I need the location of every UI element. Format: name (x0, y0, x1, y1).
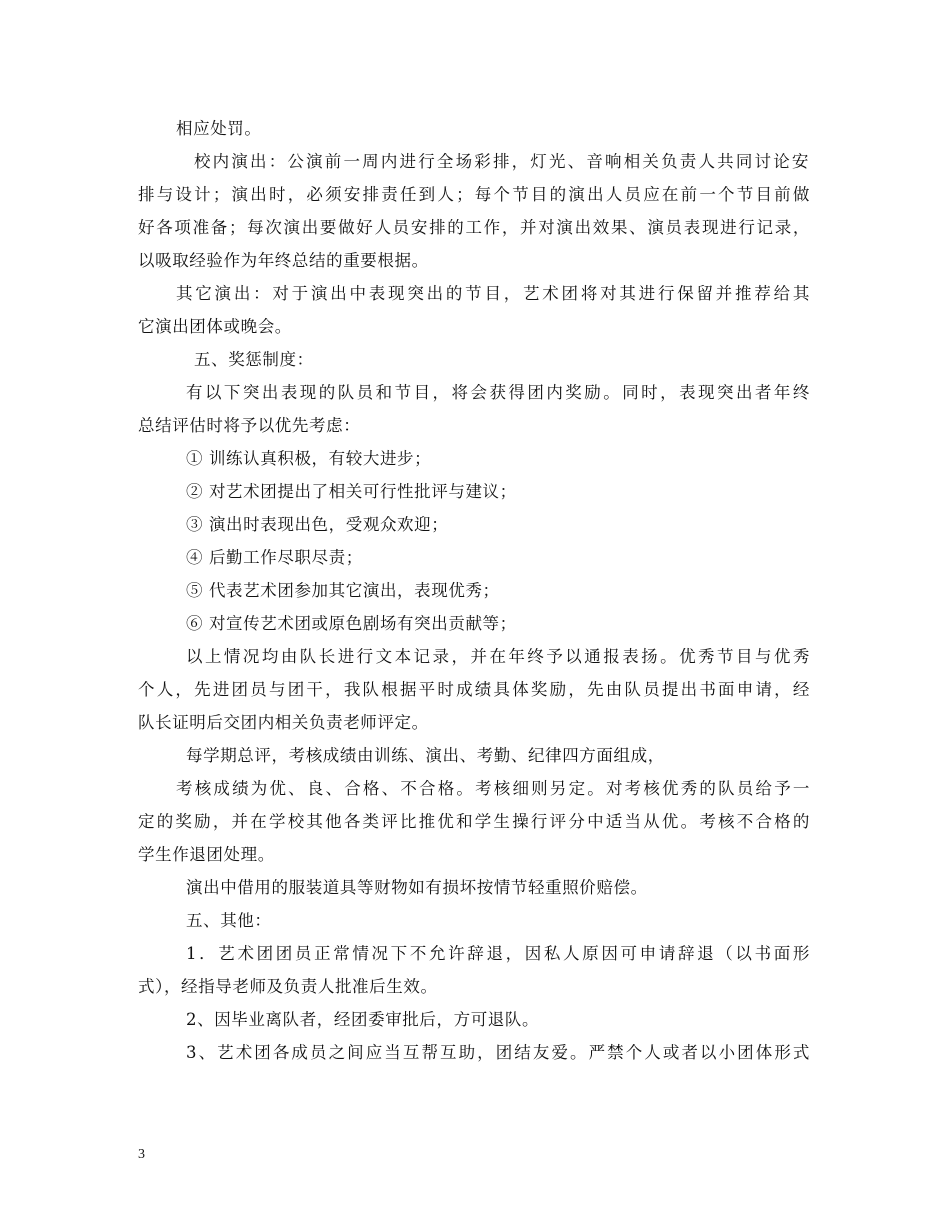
text-line: 定的奖励，并在学校其他各类评比推优和学生操行评分中适当从优。考核不合格的 (138, 812, 810, 831)
page-number: 3 (138, 1147, 145, 1162)
text-line: 总结评估时将予以优先考虑： (138, 416, 361, 435)
section-heading: 五、其他： (186, 911, 272, 930)
list-item: ⑤ 代表艺术团参加其它演出，表现优秀； (186, 581, 500, 600)
text-line: 考核成绩为优、良、合格、不合格。考核细则另定。对考核优秀的队员给予一 (176, 779, 810, 798)
list-item: ⑥ 对宣传艺术团或原色剧场有突出贡献等； (186, 614, 517, 633)
text-line: 它演出团体或晚会。 (138, 317, 292, 336)
list-item: ④ 后勤工作尽职尽责； (186, 548, 363, 567)
text-line: 式），经指导老师及负责人批准后生效。 (138, 977, 438, 996)
section-heading: 五、奖惩制度： (194, 350, 314, 369)
list-item: 1．艺术团团员正常情况下不允许辞退，因私人原因可申请辞退（以书面形 (186, 944, 810, 963)
text-line: 好各项准备；每次演出要做好人员安排的工作，并对演出效果、演员表现进行记录， (138, 218, 810, 237)
list-item: 3、艺术团各成员之间应当互帮互助，团结友爱。严禁个人或者以小团体形式 (186, 1043, 810, 1062)
list-item: ① 训练认真积极，有较大进步； (186, 449, 432, 468)
text-line: 演出中借用的服装道具等财物如有损坏按情节轻重照价赔偿。 (186, 878, 648, 897)
text-line: 每学期总评，考核成绩由训练、演出、考勤、纪律四方面组成， (186, 746, 665, 765)
text-line: 相应处罚。 (176, 119, 262, 138)
text-line: 其它演出：对于演出中表现突出的节目，艺术团将对其进行保留并推荐给其 (176, 284, 810, 303)
list-item: ② 对艺术团提出了相关可行性批评与建议； (186, 482, 517, 501)
text-line: 以上情况均由队长进行文本记录，并在年终予以通报表扬。优秀节目与优秀 (186, 647, 810, 666)
text-line: 排与设计；演出时，必须安排责任到人；每个节目的演出人员应在前一个节目前做 (138, 185, 810, 204)
text-line: 有以下突出表现的队员和节目，将会获得团内奖励。同时，表现突出者年终 (186, 383, 810, 402)
text-line: 个人，先进团员与团干，我队根据平时成绩具体奖励，先由队员提出书面申请，经 (138, 680, 810, 699)
text-line: 校内演出：公演前一周内进行全场彩排，灯光、音响相关负责人共同讨论安 (194, 152, 809, 171)
text-line: 以吸取经验作为年终总结的重要根据。 (138, 251, 429, 270)
list-item: ③ 演出时表现出色，受观众欢迎； (186, 515, 449, 534)
list-item: 2、因毕业离队者，经团委审批后，方可退队。 (186, 1010, 540, 1029)
text-line: 学生作退团处理。 (138, 845, 275, 864)
text-line: 队长证明后交团内相关负责老师评定。 (138, 713, 429, 732)
